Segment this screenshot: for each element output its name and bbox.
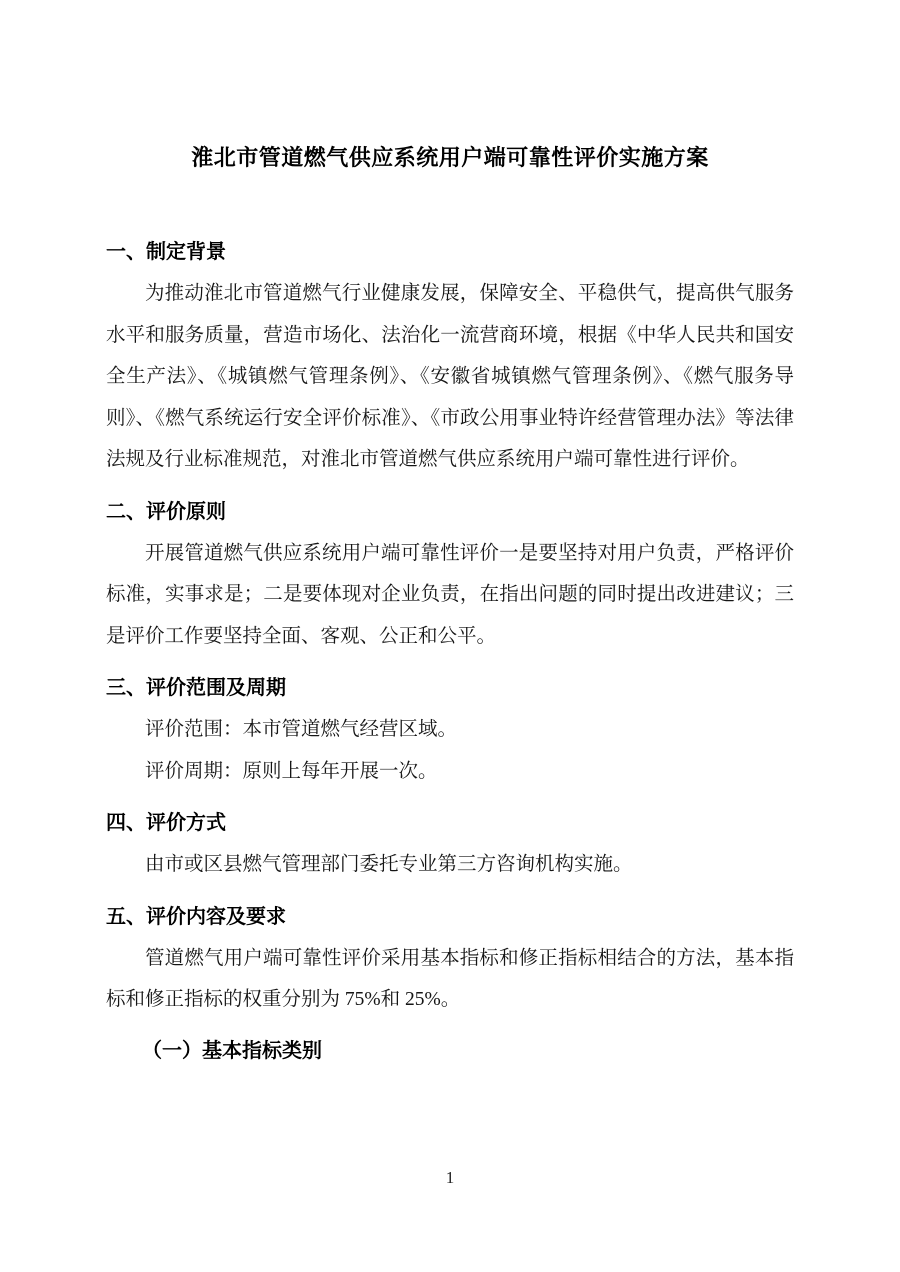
section-background bbox=[106, 237, 794, 481]
section-principles bbox=[106, 497, 794, 658]
document-page bbox=[106, 0, 794, 1072]
document-title: 淮北市管道燃气供应系统用户端可靠性评价实施方案 bbox=[191, 145, 709, 170]
section-heading: 四、评价方式 bbox=[106, 812, 226, 834]
section-heading: 五、评价内容及要求 bbox=[106, 905, 286, 928]
section-heading: 二、评价原则 bbox=[106, 500, 226, 523]
paragraph: 评价范围：本市管道燃气经营区域。 bbox=[145, 719, 458, 740]
paragraph: 开展管道燃气供应系统用户端可靠性评价一是要坚持对用户负责，严格评价标准，实事求是；二是要体现对企业负责，在指出问题的同时提出改进建议；三是评价工作要坚持全面、客观、公正和公平。 bbox=[106, 542, 794, 647]
section-method bbox=[106, 808, 794, 886]
section-content-requirements bbox=[106, 902, 794, 1073]
section-scope-period bbox=[106, 673, 794, 792]
page-number: 1 bbox=[445, 1168, 455, 1187]
section-heading: 三、评价范围及周期 bbox=[106, 677, 286, 699]
paragraph: 为推动淮北市管道燃气行业健康发展，保障安全、平稳供气，提高供气服务水平和服务质量，营造市场化、法治化一流营商环境，根据《中华人民共和国安全生产法》、《城镇燃气管理条例》、《安徽省城镇燃气管理条例》、《燃气服务导则》、《燃气系统运行安全评价标准》、《市政公用事业特许经营管理办法》等法律法规及行业标准规范，对淮北市管道燃气供应系统用户端可靠性进行评价。 bbox=[106, 283, 794, 470]
paragraph: 评价周期：原则上每年开展一次。 bbox=[145, 760, 438, 782]
paragraph: 管道燃气用户端可靠性评价采用基本指标和修正指标相结合的方法，基本指标和修正指标的权重分别为 75%和 25%。 bbox=[106, 947, 794, 1010]
paragraph: 由市或区县燃气管理部门委托专业第三方咨询机构实施。 bbox=[145, 854, 633, 875]
sub-heading: （一）基本指标类别 bbox=[142, 1039, 322, 1062]
section-heading: 一、制定背景 bbox=[106, 241, 226, 263]
